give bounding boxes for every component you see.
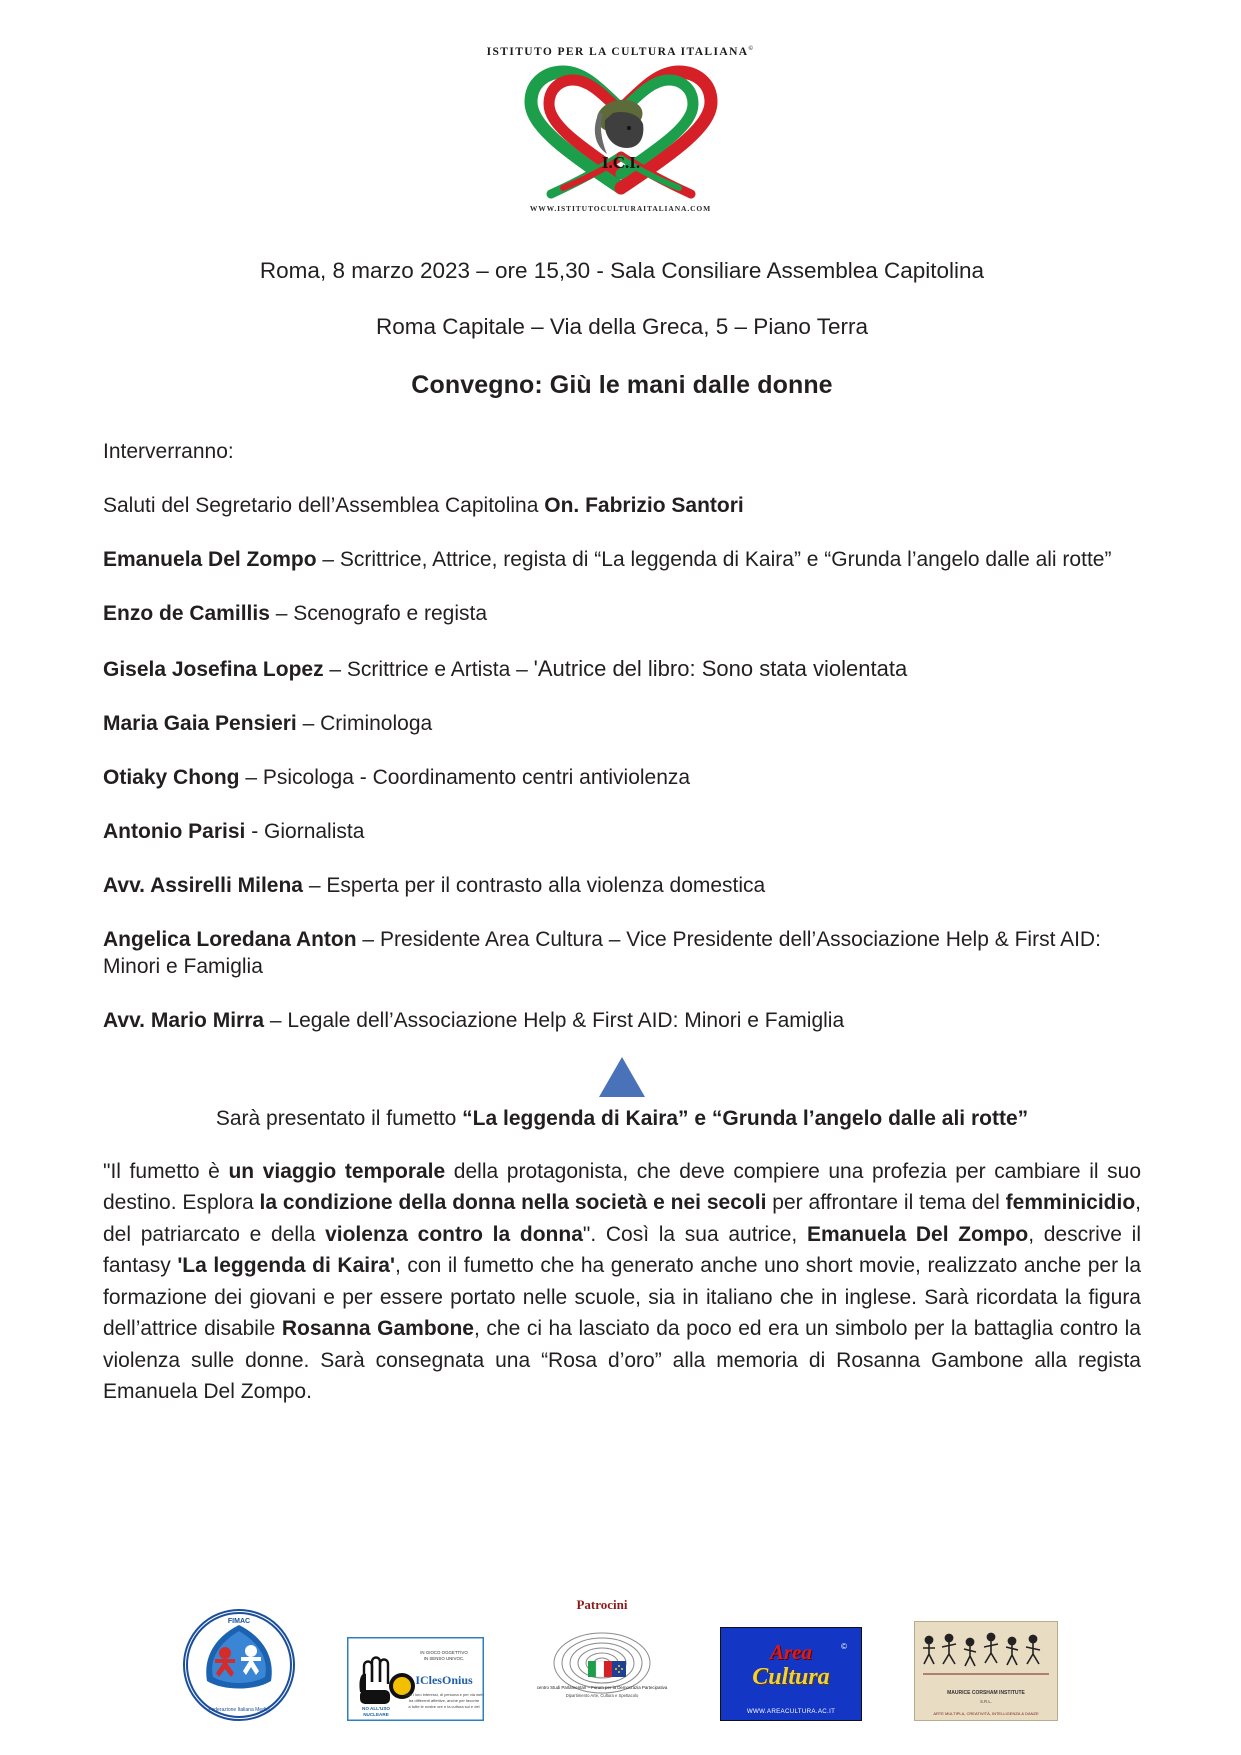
greeting-text: Saluti del Segretario dell’Assemblea Capitolina [103,494,545,518]
svg-text:NUCLEARE: NUCLEARE [363,1712,389,1717]
svg-text:tra differenti affettive, anch: tra differenti affettive, anche per favorire [408,1698,480,1703]
svg-text:IN SENSO UNIVOC.: IN SENSO UNIVOC. [423,1656,465,1661]
desc-bold-rosanna: Rosanna Gambone [281,1317,474,1341]
speaker-name: Enzo de Camillis [103,602,270,626]
page-title: Convegno: Giù le mani dalle donne [411,371,833,400]
svg-text:Con i loro interessi, di perso: Con i loro interessi, di persona e per via web [404,1692,484,1697]
speaker-entry [103,628,1141,684]
speaker-name: Otiaky Chong [103,765,240,789]
svg-text:a tutte le nostre ore e la cul: a tutte le nostre ore e la cultura sul e del [408,1704,480,1709]
svg-text:Dipartimento Arte, Cultura e S: Dipartimento Arte, Cultura e Spettacolo [565,1693,639,1698]
speaker-entry [103,738,1141,792]
speaker-entry [103,520,1141,574]
desc-seg: , che ci ha lasciato da poco ed era un simbolo per la battaglia contro la violenza sulle donne. Sarà consegnata una “Rosa d’oro” alla memoria di Rosanna Gambone alla regista Emanuela Del Zompo. [103,1317,1141,1404]
svg-text:FIMAC: FIMAC [227,1618,251,1625]
speaker-role: – Presidente Area Cultura – Vice Presidente dell’Associazione Help & First AID: Minori e Famiglia [103,927,1101,979]
speaker-role: – Criminologa [296,711,433,735]
logo-area-cultura [720,1627,862,1721]
speaker-name: Gisela Josefina Lopez [103,657,324,681]
speaker-entry [103,684,1141,738]
event-date-venue: Roma, 8 marzo 2023 – ore 15,30 - Sala Consiliare Assemblea Capitolina [259,258,985,283]
speaker-role: – Scrittrice, Attrice, regista di “La leggenda di Kaira” e “Grunda l’angelo dalle ali rotte” [316,548,1112,572]
speaker-role: – Legale dell’Associazione Help & First AID: Minori e Famiglia [264,1009,845,1033]
speaker-entry [103,574,1141,628]
desc-seg: , del patriarcato e della [103,1191,1142,1246]
speaker-book-title: 'Autrice del libro: Sono stata violentata [533,655,908,681]
speaker-name: Maria Gaia Pensieri [103,711,297,735]
svg-text:NO ALL'USO: NO ALL'USO [362,1706,390,1711]
desc-seg: per affrontare il tema del [766,1191,1006,1215]
blue-triangle-icon [599,1057,645,1097]
presentation-line [103,1105,1141,1133]
maurice-subtitle: S.R.L. [980,1699,992,1704]
speakers-heading: Interverranno: [103,440,234,464]
svg-text:Federazione Italiana Medici: Federazione Italiana Medici [208,1707,270,1713]
speaker-entry [103,846,1141,900]
logo-maurice-corsham-institute [914,1621,1058,1721]
speaker-name: Emanuela Del Zompo [103,548,317,572]
speaker-role: – Esperta per il contrasto alla violenza domestica [302,873,766,897]
footer-logos [0,1571,1241,1721]
greeting-name: On. Fabrizio Santori [544,494,744,518]
desc-seg: ". Così la sua autrice, [582,1222,807,1246]
maurice-tagline: ARTE MULTIPLA, CREATIVITÀ, INTELLIGENZA & DANZE [933,1711,1039,1716]
header-logo-block [0,0,1241,213]
svg-text:IClesOnius: IClesOnius [415,1673,473,1687]
maurice-title: MAURICE CORSHAM INSTITUTE [947,1690,1025,1696]
registered-mark: © [748,46,755,53]
desc-bold-femminicidio: femminicidio [1005,1191,1136,1215]
speaker-role: – Scenografo e regista [269,602,488,626]
ici-heart-logo-icon [511,60,731,200]
speaker-entry [103,792,1141,846]
patrocini-label: Patrocini [576,1597,628,1612]
desc-bold-viaggio: un viaggio temporale [228,1159,446,1183]
description-paragraph [103,1156,1141,1408]
desc-seg: della protagonista, che deve compiere una profezia per cambiare il suo destino. Esplora [103,1159,1142,1215]
speaker-name: Avv. Mario Mirra [103,1009,265,1033]
speaker-name: Avv. Assirelli Milena [103,873,303,897]
speaker-name: Angelica Loredana Anton [103,927,357,951]
presentation-titles: “La leggenda di Kaira” e “Grunda l’angelo dalle ali rotte” [462,1107,1029,1131]
copyright-icon: © [841,1642,847,1651]
desc-bold-violenza: violenza contro la donna [325,1222,583,1246]
speaker-entry [103,981,1141,1035]
desc-seg: , descrive il fantasy [103,1222,1141,1278]
triangle-divider [103,1057,1141,1101]
speaker-entry [103,900,1141,982]
area-cultura-word-1: Area [770,1640,812,1664]
logo-iclesonius [347,1637,484,1721]
speaker-role: – Psicologa - Coordinamento centri antiviolenza [239,765,691,789]
desc-seg: , con il fumetto che ha generato anche uno short movie, realizzato anche per la formazione dei giovani e per essere portato nelle scuole, sia in italiano che in inglese. Sarà ricordata la figura dell’attrice disabile [103,1254,1142,1341]
logo-initials-text: I.C.I. [601,153,640,172]
speaker-entry-greeting [103,466,1141,520]
speaker-role: - Giornalista [245,819,365,843]
organization-name: ISTITUTO PER LA CULTURA ITALIANA© [486,46,755,58]
desc-seg: "Il fumetto è [103,1159,229,1183]
svg-text:IN GIOCO OGGETTIVO: IN GIOCO OGGETTIVO [420,1650,468,1655]
area-cultura-url: WWW.AREACULTURA.AC.IT [746,1708,836,1715]
desc-bold-autrice: Emanuela Del Zompo [806,1222,1029,1246]
document-content [0,257,1241,1408]
speaker-role: – Scrittrice e Artista – [323,657,534,681]
area-cultura-word-2: Cultura [752,1664,830,1690]
svg-text:centro Studi Parlamentari – Fo: centro Studi Parlamentari – Forum per la Democrazia Partecipativa [536,1685,668,1690]
desc-bold-condizione: la condizione della donna nella società e nei secoli [259,1191,767,1215]
logo-centro-studi-parlamentari [536,1597,668,1721]
desc-bold-kaira: 'La leggenda di Kaira' [177,1254,395,1278]
event-address: Roma Capitale – Via della Greca, 5 – Piano Terra [376,314,868,340]
speaker-name: Antonio Parisi [103,819,246,843]
logo-fimac [183,1609,295,1721]
organization-website: WWW.ISTITUTOCULTURAITALIANA.COM [529,204,712,213]
presentation-lead: Sarà presentato il fumetto [215,1107,463,1131]
